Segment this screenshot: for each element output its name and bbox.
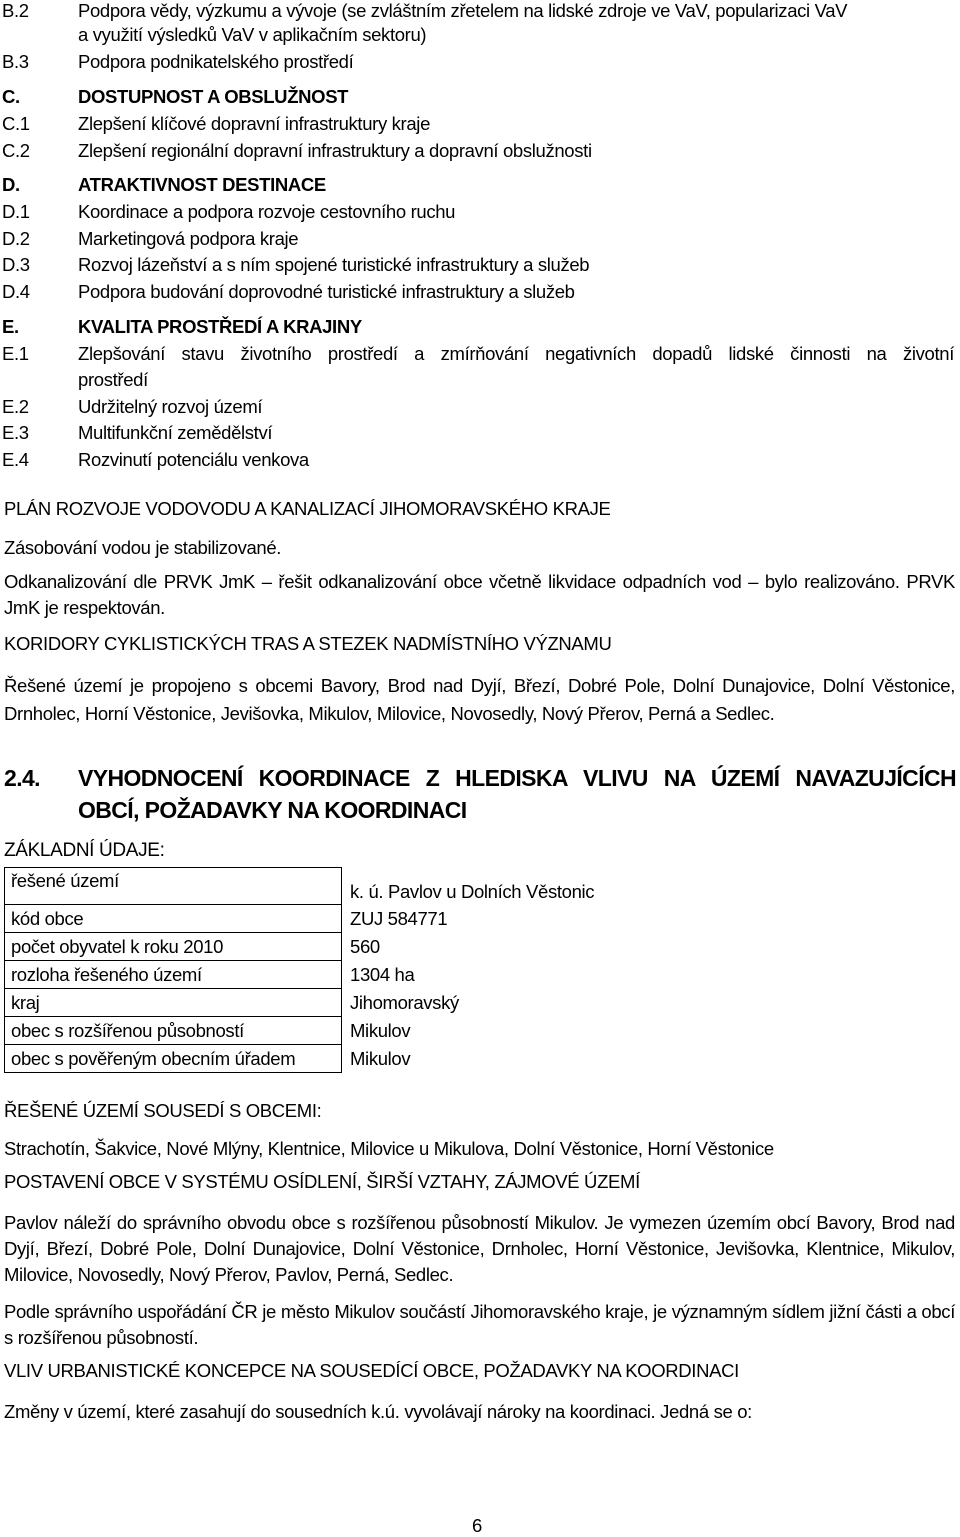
table-row — [5, 989, 595, 1017]
table-key-cell: rozloha řešeného území — [5, 961, 342, 989]
basic-data-table — [4, 867, 595, 1073]
table-key-cell: řešené území — [5, 868, 342, 905]
priority-label: Podpora podnikatelského prostředí — [78, 51, 354, 72]
priority-code: B.2 — [2, 0, 29, 21]
priority-label-cont: a využití výsledků VaV v aplikačním sektoru) — [78, 24, 427, 45]
table-row — [5, 1017, 595, 1045]
section-code: D. — [2, 174, 20, 195]
priority-label-cont: prostředí — [78, 369, 148, 390]
table-key-cell: kód obce — [5, 905, 342, 933]
priority-code: E.3 — [2, 422, 29, 443]
prvk-sewer-text: Odkanalizování dle PRVK JmK – řešit odkanalizování obce včetně likvidace odpadních vod – bylo realizováno. PRVK JmK je respektován. — [4, 571, 955, 618]
section-code: E. — [2, 316, 19, 337]
priority-code: D.3 — [2, 254, 30, 275]
prvk-title: PLÁN ROZVOJE VODOVODU A KANALIZACÍ JIHOMORAVSKÉHO KRAJE — [4, 498, 611, 519]
settlement-text-1: Pavlov náleží do správního obvodu obce s rozšířenou působností Mikulov. Je vymezen územím obcí Bavory, Brod nad Dyjí, Březí, Dobré Pole, Dolní Dunajovice, Dolní Věstonice, Drnholec, Horní Věstonice, Jevišovka, Klentnice, Mikulov, Milovice, Novosedly, Nový Přerov, Pavlov, Perná, Sedlec. — [4, 1212, 955, 1285]
table-row — [5, 933, 595, 961]
table-row — [5, 868, 595, 905]
section-heading: ATRAKTIVNOST DESTINACE — [78, 174, 326, 195]
priority-code: C.1 — [2, 113, 30, 134]
table-key-cell: počet obyvatel k roku 2010 — [5, 933, 342, 961]
priority-label: Rozvoj lázeňství a s ním spojené turistické infrastruktury a služeb — [78, 254, 590, 275]
table-value-cell: 560 — [350, 936, 380, 957]
priority-code: E.2 — [2, 396, 29, 417]
table-value-cell: Mikulov — [350, 1048, 411, 1069]
priority-label: Marketingová podpora kraje — [78, 228, 299, 249]
chapter-number: 2.4. — [4, 765, 40, 791]
cyclo-text: Řešené území je propojeno s obcemi Bavory, Brod nad Dyjí, Březí, Dobré Pole, Dolní Dunajovice, Dolní Věstonice, Drnholec, Horní Věstonice, Jevišovka, Mikulov, Milovice, Novosedly, Nový Přerov, Perná a Sedlec. — [4, 675, 955, 724]
priority-label: Zlepšení regionální dopravní infrastruktury a dopravní obslužnosti — [78, 140, 592, 161]
section-code: C. — [2, 86, 20, 107]
urban-title: VLIV URBANISTICKÉ KONCEPCE NA SOUSEDÍCÍ OBCE, POŽADAVKY NA KOORDINACI — [4, 1360, 739, 1381]
priority-code: C.2 — [2, 140, 30, 161]
urban-text: Změny v území, které zasahují do sousedních k.ú. vyvolávají nároky na koordinaci. Jedná se o: — [4, 1401, 752, 1422]
chapter-title-line1: VYHODNOCENÍ KOORDINACE Z HLEDISKA VLIVU NA ÚZEMÍ NAVAZUJÍCÍCH — [78, 765, 956, 791]
table-key-cell: kraj — [5, 989, 342, 1017]
table-key-cell: obec s pověřeným obecním úřadem — [5, 1045, 342, 1073]
prvk-water-text: Zásobování vodou je stabilizované. — [4, 537, 282, 558]
priority-label: Zlepšování stavu životního prostředí a zmírňování negativních dopadů lidské činnosti na životní — [78, 343, 954, 364]
table-value-cell: Mikulov — [350, 1020, 411, 1041]
priority-code: D.4 — [2, 281, 30, 302]
priority-label: Multifunkční zemědělství — [78, 422, 273, 443]
settlement-title: POSTAVENÍ OBCE V SYSTÉMU OSÍDLENÍ, ŠIRŠÍ VZTAHY, ZÁJMOVÉ ÚZEMÍ — [4, 1171, 640, 1192]
priority-label: Rozvinutí potenciálu venkova — [78, 449, 309, 470]
priority-code: D.2 — [2, 228, 30, 249]
section-heading: DOSTUPNOST A OBSLUŽNOST — [78, 86, 349, 107]
chapter-title-line2: OBCÍ, POŽADAVKY NA KOORDINACI — [78, 797, 467, 823]
priority-label: Podpora vědy, výzkumu a vývoje (se zvláštním zřetelem na lidské zdroje ve VaV, popularizaci VaV — [78, 0, 848, 21]
settlement-text-2: Podle správního uspořádání ČR je město Mikulov součástí Jihomoravského kraje, je významným sídlem jižní části a obcí s rozšířenou působností. — [4, 1301, 955, 1348]
page-number: 6 — [472, 1515, 482, 1536]
cyclo-title: KORIDORY CYKLISTICKÝCH TRAS A STEZEK NADMÍSTNÍHO VÝZNAMU — [4, 633, 612, 654]
priority-label: Udržitelný rozvoj území — [78, 396, 263, 417]
basic-data-title: ZÁKLADNÍ ÚDAJE: — [4, 840, 165, 861]
priority-label: Koordinace a podpora rozvoje cestovního ruchu — [78, 201, 456, 222]
priority-code: D.1 — [2, 201, 30, 222]
priority-label: Zlepšení klíčové dopravní infrastruktury kraje — [78, 113, 431, 134]
table-value-cell: ZUJ 584771 — [350, 908, 448, 929]
table-value-cell: 1304 ha — [350, 964, 415, 985]
table-value-cell: k. ú. Pavlov u Dolních Věstonic — [350, 880, 595, 902]
priority-code: E.4 — [2, 449, 29, 470]
neighbours-title: ŘEŠENÉ ÚZEMÍ SOUSEDÍ S OBCEMI: — [4, 1100, 322, 1121]
table-row — [5, 1045, 595, 1073]
section-heading: KVALITA PROSTŘEDÍ A KRAJINY — [78, 316, 362, 337]
table-row — [5, 961, 595, 989]
priority-code: B.3 — [2, 51, 29, 72]
table-value-cell: Jihomoravský — [350, 992, 459, 1013]
priority-label: Podpora budování doprovodné turistické infrastruktury a služeb — [78, 281, 575, 302]
priority-code: E.1 — [2, 343, 29, 364]
table-row — [5, 905, 595, 933]
neighbours-text: Strachotín, Šakvice, Nové Mlýny, Klentnice, Milovice u Mikulova, Dolní Věstonice, Horní Věstonice — [4, 1138, 774, 1159]
table-key-cell: obec s rozšířenou působností — [5, 1017, 342, 1045]
